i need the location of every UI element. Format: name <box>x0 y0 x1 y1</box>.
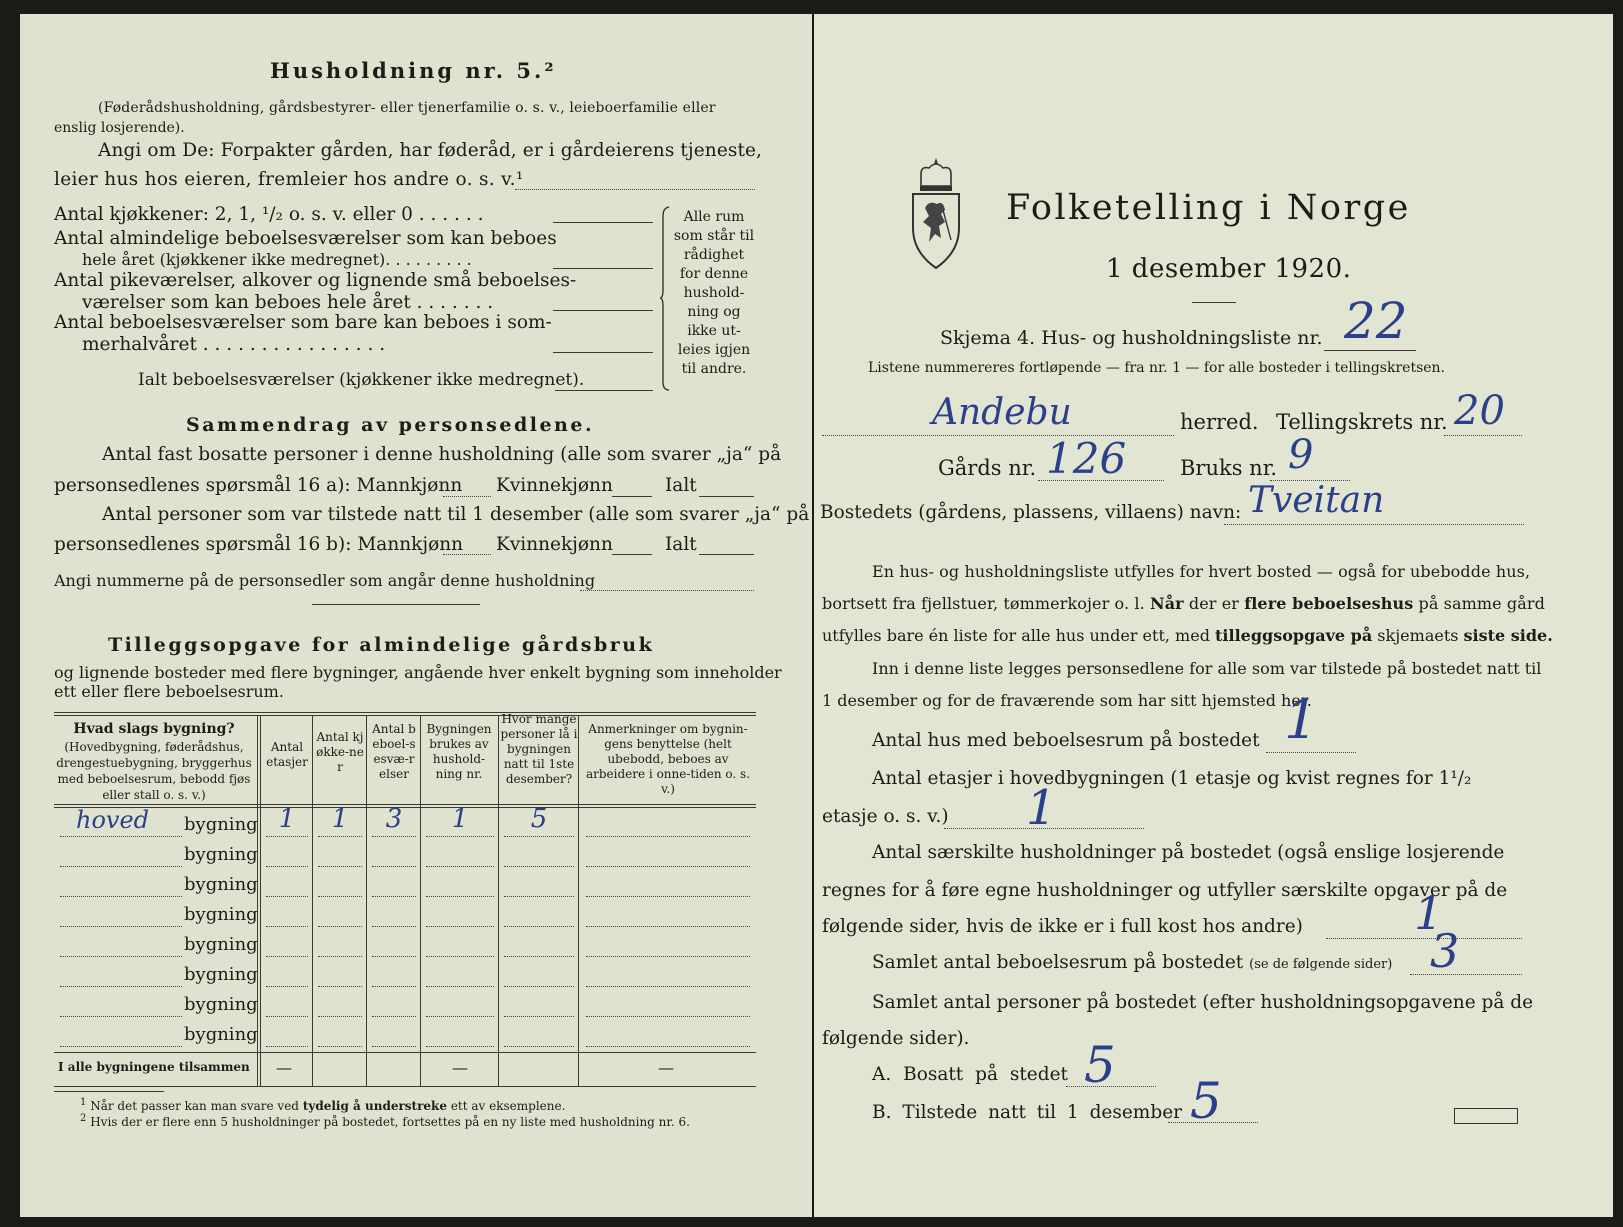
households-label-1: Antal særskilte husholdninger på bostedet (også enslige losjerende <box>872 842 1505 863</box>
resident-male-field[interactable] <box>443 496 491 497</box>
footnote-2: $^2$ Hvis der er flere enn 5 husholdninger på bostedet, fortsettes på en ny liste med husholdning nr. 6. <box>80 1113 690 1129</box>
rooms-bracket <box>660 206 670 391</box>
krets-label: Tellingskrets nr. <box>1276 410 1448 434</box>
tenure-answer-line[interactable] <box>515 189 755 190</box>
gards-value: 126 <box>1046 434 1127 483</box>
instructions-para1-line3: utfylles bare én liste for alle hus under ett, med tilleggsopgave på skjemaets siste side. <box>822 626 1553 645</box>
resident-total-field[interactable] <box>699 496 754 497</box>
resident-label: A. Bosatt på stedet <box>872 1064 1068 1085</box>
floors-label-2: etasje o. s. v.) <box>822 806 949 827</box>
household-intro-line1: (Føderådshusholdning, gårdsbestyrer- eller tjenerfamilie o. s. v., leieboerfamilie eller <box>98 100 716 116</box>
ordinary-rooms-answer-line[interactable] <box>553 268 653 269</box>
summer-rooms-answer-line[interactable] <box>553 352 653 353</box>
resident-persons-prefix: personsedlenes spørsmål 16 a): Mannkjønn <box>54 475 463 496</box>
table-row <box>54 840 756 870</box>
bosted-line <box>1224 524 1524 525</box>
summary-title: Sammendrag av personsedlene. <box>186 414 595 436</box>
building-row-label: bygning <box>184 964 258 985</box>
building-row-label: bygning <box>184 904 258 925</box>
building-type-value[interactable]: hoved <box>76 806 150 834</box>
building-row-label: bygning <box>184 874 258 895</box>
total-rooms-label: Ialt beboelsesværelser (kjøkkener ikke medregnet). <box>138 370 585 390</box>
persons-total-label-1: Samlet antal personer på bostedet (efter husholdningsopgavene på de <box>872 992 1534 1013</box>
col-rooms-header: Antal beboel-sesvæ-relser <box>372 722 416 781</box>
table-row <box>54 804 756 840</box>
resident-female-label: Kvinnekjønn <box>496 475 613 496</box>
krets-line <box>1444 435 1522 436</box>
building-row-label: bygning <box>184 1024 258 1045</box>
resident-female-field[interactable] <box>612 496 652 497</box>
instructions-para2-line1: Inn i denne liste legges personsedlene for alle som var tilstede på bostedet natt til <box>872 659 1542 678</box>
footnote-divider <box>54 1091 164 1092</box>
instructions-para1-line2: bortsett fra fjellstuer, tømmerkojer o. l. Når der er flere beboelseshus på samme gård <box>822 594 1546 613</box>
ordinary-rooms-label-1: Antal almindelige beboelsesværelser som kan beboes <box>54 228 557 249</box>
persons-total-label-2: følgende sider). <box>822 1028 970 1049</box>
maid-rooms-answer-line[interactable] <box>553 310 653 311</box>
cell-etasjer[interactable]: 1 <box>278 804 296 834</box>
krets-value: 20 <box>1454 388 1505 434</box>
kitchens-answer-line[interactable] <box>553 222 653 223</box>
bruks-value: 9 <box>1288 432 1314 478</box>
present-total-field[interactable] <box>699 554 754 555</box>
col-persons-header: Hvor mange personer lå i bygningen natt til 1ste desember? <box>500 712 578 786</box>
section-divider <box>312 604 480 605</box>
instructions-para1-line1: En hus- og husholdningsliste utfylles for hvert bosted — også for ubebodde hus, <box>872 562 1531 581</box>
schema-number-value: 22 <box>1344 292 1408 350</box>
houses-label: Antal hus med beboelsesrum på bostedet <box>872 730 1260 751</box>
table-row <box>54 870 756 900</box>
rooms-bracket-note: Alle rum som står til rådighet for denne hushold- ning og ikke ut- leies igjen til andre. <box>673 209 755 377</box>
rooms-total-value: 3 <box>1430 924 1460 978</box>
table-row <box>54 900 756 930</box>
col-kitchens-header: Antal kjøkke-ner <box>316 730 364 774</box>
summer-rooms-label-2: merhalvåret . . . . . . . . . . . . . . . . <box>82 334 386 355</box>
col-remarks-header: Anmerkninger om bygnin-gens benyttelse (helt ubebodd, beboes av arbeidere i onne-tiden o. s. v.) <box>585 722 751 796</box>
total-rooms-answer-line[interactable] <box>555 390 653 391</box>
table-total-label: I alle bygningene tilsammen <box>58 1060 250 1074</box>
household-title: Husholdning nr. 5.² <box>270 58 557 83</box>
schema-note: Listene nummereres fortløpende — fra nr. 1 — for alle bosteder i tellingskretsen. <box>868 360 1446 376</box>
supplement-desc-line1: og lignende bosteder med flere bygninger, angående hver enkelt bygning som inneholder <box>54 663 782 682</box>
houses-value: 1 <box>1284 688 1319 751</box>
cell-hush[interactable]: 1 <box>451 804 469 834</box>
person-numbers-label: Angi nummerne på de personsedler som angår denne husholdning <box>54 571 596 590</box>
present-female-label: Kvinnekjønn <box>496 534 613 555</box>
summer-rooms-label-1: Antal beboelsesværelser som bare kan beboes i som- <box>54 312 552 333</box>
building-row-label: bygning <box>184 814 258 835</box>
herred-label: herred. <box>1180 410 1259 434</box>
building-row-label: bygning <box>184 934 258 955</box>
left-page <box>20 14 812 1217</box>
printer-stamp <box>1454 1108 1518 1124</box>
household-intro-line2: enslig losjerende). <box>54 120 185 136</box>
table-row <box>54 990 756 1020</box>
resident-persons-line1: Antal fast bosatte personer i denne husholdning (alle som svarer „ja“ på <box>102 444 782 465</box>
present-value: 5 <box>1190 1072 1222 1130</box>
table-row <box>54 930 756 960</box>
gards-label: Gårds nr. <box>938 456 1037 480</box>
bosted-value: Tveitan <box>1248 480 1385 521</box>
present-total-label: Ialt <box>665 534 697 555</box>
maid-rooms-label-2: værelser som kan beboes hele året . . . . . . . <box>82 292 494 313</box>
building-table <box>54 712 756 1122</box>
present-persons-prefix: personsedlenes spørsmål 16 b): Mannkjønn <box>54 534 464 555</box>
right-page <box>814 14 1613 1217</box>
cell-kjokken[interactable]: 1 <box>331 804 349 834</box>
bosted-label: Bostedets (gårdens, plassens, villaens) navn: <box>820 502 1242 523</box>
table-total-floors: — <box>276 1058 292 1077</box>
kitchens-label: Antal kjøkkener: 2, 1, ¹/₂ o. s. v. eller 0 . . . . . . <box>54 204 484 225</box>
instructions-para2-line2: 1 desember og for de fraværende som har sitt hjemsted her. <box>822 691 1312 710</box>
floors-label-1: Antal etasjer i hovedbygningen (1 etasje og kvist regnes for 1¹/₂ <box>872 768 1472 789</box>
households-label-3: følgende sider, hvis de ikke er i full kost hos andre) <box>822 916 1303 937</box>
col-floors-header: Antal etasjer <box>266 740 308 769</box>
building-row-label: bygning <box>184 844 258 865</box>
present-persons-line1: Antal personer som var tilstede natt til 1 desember (alle som svarer „ja“ på <box>102 504 810 525</box>
cell-vaerelser[interactable]: 3 <box>385 804 403 834</box>
tenure-question-line1: Angi om De: Forpakter gården, har føderåd, er i gårdeierens tjeneste, <box>98 140 763 161</box>
table-row <box>54 960 756 990</box>
table-row <box>54 1020 756 1050</box>
supplement-desc-line2: ett eller flere beboelsesrum. <box>54 682 284 701</box>
houses-line <box>1266 752 1356 753</box>
present-label: B. Tilstede natt til 1 desember <box>872 1102 1182 1123</box>
schema-label: Skjema 4. Hus- og husholdningsliste nr. <box>940 327 1323 349</box>
census-title: Folketelling i Norge <box>1006 188 1411 228</box>
table-total-household: — <box>452 1058 468 1077</box>
footnote-1: $^1$ Når det passer kan man svare ved tydelig å understreke ett av eksemplene. <box>80 1097 566 1113</box>
households-value: 1 <box>1414 886 1444 940</box>
resident-total-label: Ialt <box>665 475 697 496</box>
title-divider <box>1192 302 1236 303</box>
supplement-title: Tilleggsopgave for almindelige gårdsbruk <box>108 634 655 656</box>
person-numbers-field[interactable] <box>580 590 754 591</box>
census-date: 1 desember 1920. <box>1106 254 1352 284</box>
rooms-total-label: Samlet antal beboelsesrum på bostedet (se de følgende sider) <box>872 952 1393 973</box>
rooms-total-line <box>1410 974 1522 975</box>
cell-personer[interactable]: 5 <box>530 804 548 834</box>
floors-value: 1 <box>1026 780 1057 836</box>
ordinary-rooms-label-2: hele året (kjøkkener ikke medregnet). . . . . . . . . <box>82 250 472 269</box>
norway-coat-of-arms-icon <box>907 156 965 271</box>
building-row-label: bygning <box>184 994 258 1015</box>
herred-value: Andebu <box>932 392 1072 433</box>
table-total-remarks: — <box>658 1058 674 1077</box>
bruks-label: Bruks nr. <box>1180 456 1278 480</box>
col-type-header: Hvad slags bygning? (Hovedbygning, føderådshus, drengestuebygning, bryggerhus med beboelsesrum, bebodd fjøs eller stall o. s. v.) <box>56 721 252 802</box>
households-label-2: regnes for å føre egne husholdninger og utfyller særskilte opgaver på de <box>822 880 1508 901</box>
present-female-field[interactable] <box>612 554 652 555</box>
present-male-field[interactable] <box>443 554 491 555</box>
tenure-question-line2: leier hus hos eieren, fremleier hos andre o. s. v.¹ <box>54 169 524 190</box>
schema-number-line <box>1324 350 1416 351</box>
maid-rooms-label-1: Antal pikeværelser, alkover og lignende små beboelses- <box>54 270 577 291</box>
col-household-header: Bygningen brukes av hushold-ning nr. <box>426 722 492 781</box>
resident-value: 5 <box>1084 1036 1116 1094</box>
